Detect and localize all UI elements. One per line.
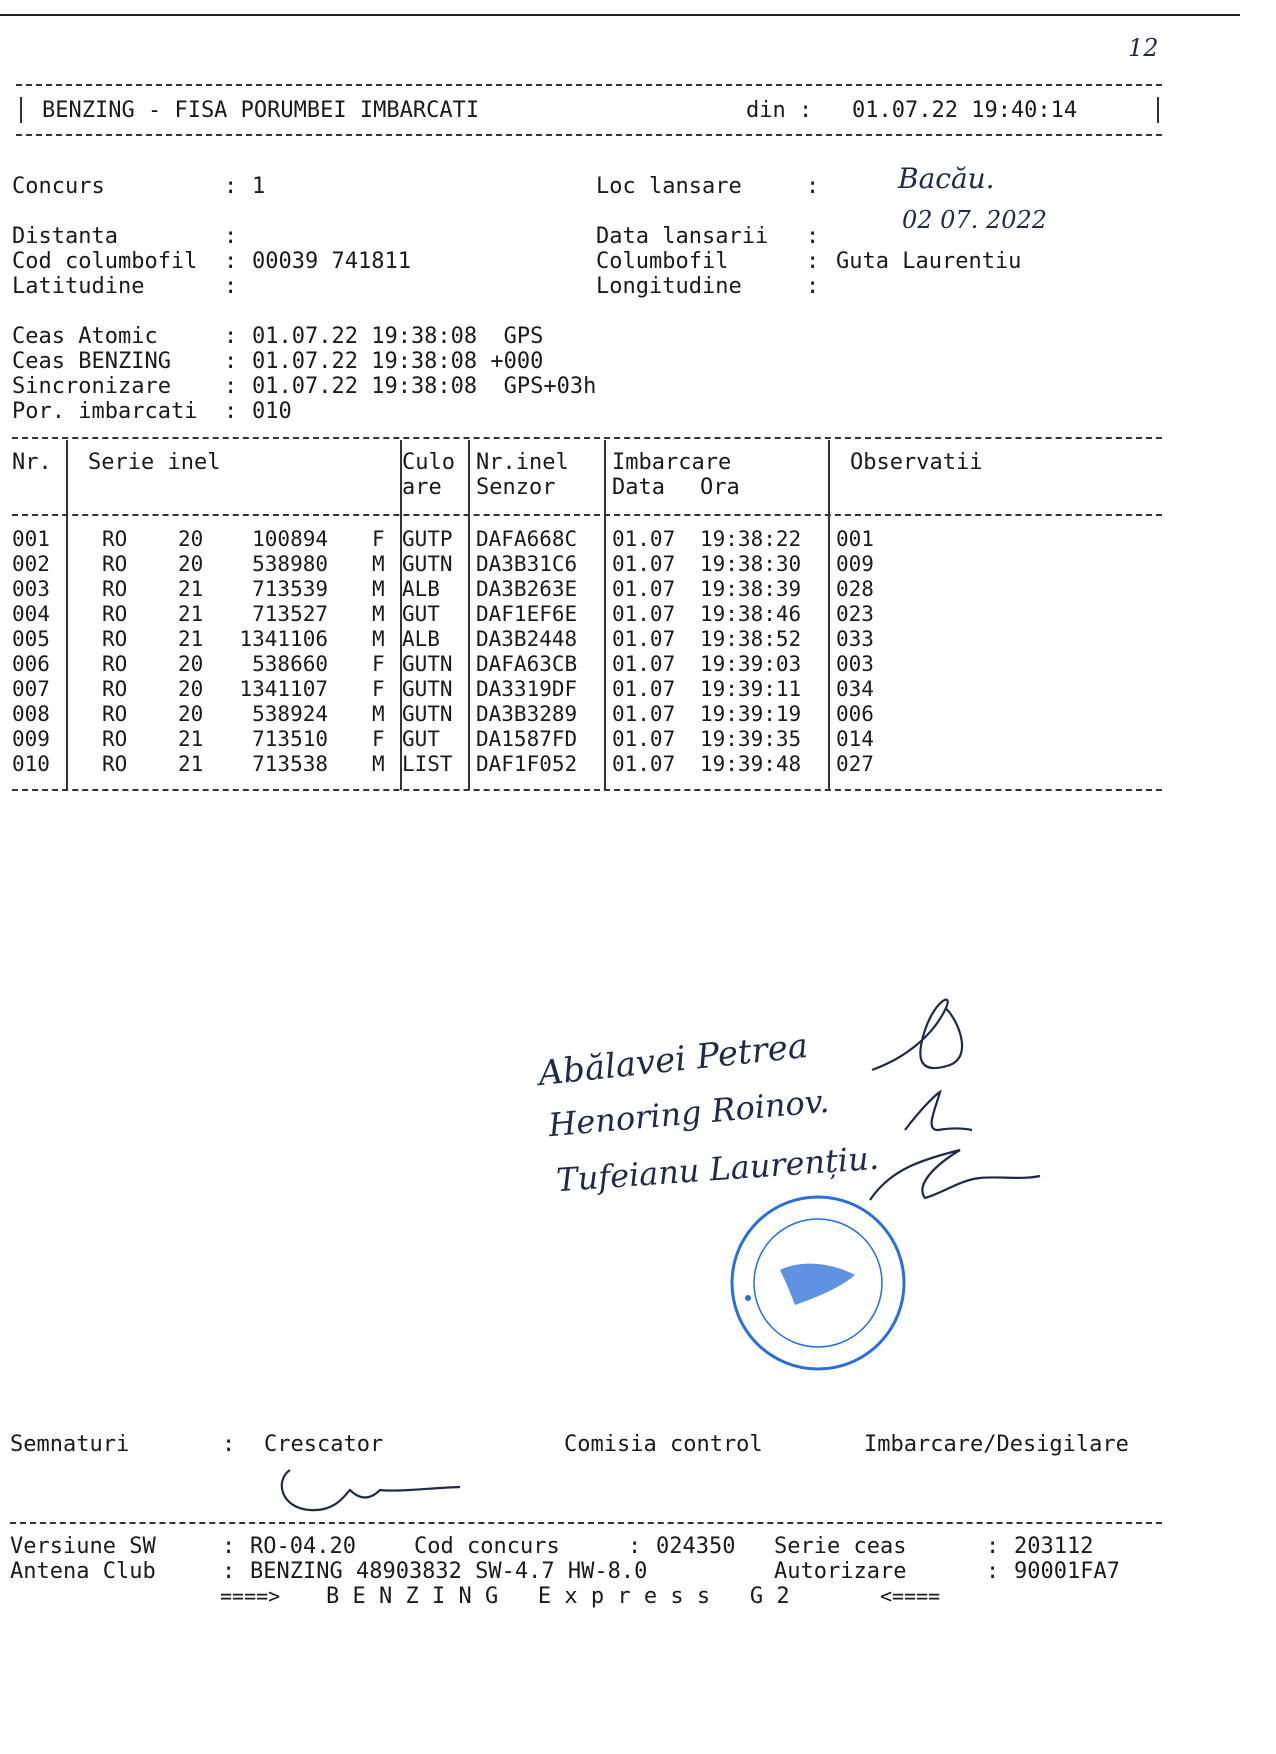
row-sex: F xyxy=(372,652,385,676)
row-sex: F xyxy=(372,677,385,701)
loc-lansare-value: Bacău. xyxy=(898,162,995,195)
colon: : xyxy=(222,1534,236,1559)
row-time: 19:39:03 xyxy=(700,652,802,676)
row-ring-number: 100894 xyxy=(252,527,328,551)
ceas-atomic-value: 01.07.22 19:38:08 GPS xyxy=(252,324,544,349)
signature-2 xyxy=(905,1092,972,1130)
row-sex: M xyxy=(372,627,385,651)
row-color: GUTN xyxy=(402,702,453,726)
row-year: 20 xyxy=(178,702,204,726)
row-ring-number: 713527 xyxy=(252,602,328,626)
col-header-senzor: Senzor xyxy=(476,475,556,500)
row-nr: 009 xyxy=(12,727,50,751)
row-date: 01.07 xyxy=(612,627,676,651)
row-color: ALB xyxy=(402,627,440,651)
footer-separator xyxy=(10,1522,1162,1524)
row-date: 01.07 xyxy=(612,752,676,776)
row-time: 19:39:35 xyxy=(700,727,802,751)
row-observatii: 023 xyxy=(836,602,874,626)
colon: : xyxy=(224,249,238,274)
row-ring-number: 713510 xyxy=(252,727,328,751)
col-header-nr: Nr. xyxy=(12,450,52,475)
row-sex: M xyxy=(372,577,385,601)
row-sex: M xyxy=(372,702,385,726)
row-time: 19:38:52 xyxy=(700,627,802,651)
row-observatii: 014 xyxy=(836,727,874,751)
row-ring-number: 713538 xyxy=(252,752,328,776)
colon: : xyxy=(986,1534,1000,1559)
row-country: RO xyxy=(102,752,128,776)
row-time: 19:38:22 xyxy=(700,527,802,551)
row-year: 21 xyxy=(178,752,204,776)
columbofil-value: Guta Laurentiu xyxy=(836,249,1022,274)
row-nr: 008 xyxy=(12,702,50,726)
row-year: 21 xyxy=(178,727,204,751)
signature-1 xyxy=(872,1000,962,1070)
row-color: GUT xyxy=(402,727,440,751)
row-color: GUTN xyxy=(402,652,453,676)
row-observatii: 003 xyxy=(836,652,874,676)
ceas-benzing-label: Ceas BENZING xyxy=(12,349,171,374)
row-color: GUTN xyxy=(402,552,453,576)
row-sex: M xyxy=(372,552,385,576)
cod-concurs-label: Cod concurs xyxy=(414,1534,560,1559)
concurs-value: 1 xyxy=(252,174,266,199)
header-datetime: 01.07.22 19:40:14 xyxy=(852,98,1078,123)
header-din-label: din : xyxy=(746,98,813,123)
row-observatii: 009 xyxy=(836,552,874,576)
col-header-imbarcare: Imbarcare xyxy=(612,450,732,475)
colon: : xyxy=(224,374,238,399)
crescator-signature xyxy=(282,1470,460,1510)
colon: : xyxy=(222,1559,236,1584)
row-time: 19:39:19 xyxy=(700,702,802,726)
row-color: ALB xyxy=(402,577,440,601)
row-color: GUTP xyxy=(402,527,453,551)
colon: : xyxy=(986,1559,1000,1584)
row-sensor: DAFA63CB xyxy=(476,652,578,676)
brand-arrow-left: ====> xyxy=(220,1584,281,1608)
row-country: RO xyxy=(102,602,128,626)
por-imbarcati-label: Por. imbarcati xyxy=(12,399,198,424)
col-header-culo: Culo xyxy=(402,450,455,475)
semnaturi-label: Semnaturi xyxy=(10,1432,130,1457)
row-sensor: DA3B2448 xyxy=(476,627,578,651)
row-year: 20 xyxy=(178,677,204,701)
colon: : xyxy=(806,274,820,299)
row-sex: M xyxy=(372,752,385,776)
data-lansarii-value: 02 07. 2022 xyxy=(902,206,1048,234)
row-date: 01.07 xyxy=(612,527,676,551)
col-header-observatii: Observatii xyxy=(850,450,983,475)
row-color: GUTN xyxy=(402,677,453,701)
row-time: 19:39:11 xyxy=(700,677,802,701)
brand-banner: B E N Z I N G E x p r e s s G 2 xyxy=(326,1584,790,1609)
row-time: 19:38:46 xyxy=(700,602,802,626)
row-date: 01.07 xyxy=(612,552,676,576)
row-ring-number: 1341107 xyxy=(239,677,328,701)
row-ring-number: 713539 xyxy=(252,577,328,601)
row-sensor: DA3B31C6 xyxy=(476,552,578,576)
row-year: 21 xyxy=(178,627,204,651)
cod-columbofil-value: 00039 741811 xyxy=(252,249,411,274)
row-sex: F xyxy=(372,727,385,751)
row-time: 19:38:39 xyxy=(700,577,802,601)
row-country: RO xyxy=(102,652,128,676)
row-nr: 004 xyxy=(12,602,50,626)
row-date: 01.07 xyxy=(612,702,676,726)
row-color: LIST xyxy=(402,752,453,776)
document-title: BENZING - FISA PORUMBEI IMBARCATI xyxy=(42,98,480,123)
row-nr: 005 xyxy=(12,627,50,651)
row-observatii: 028 xyxy=(836,577,874,601)
crescator-label: Crescator xyxy=(264,1432,384,1457)
page-number: 12 xyxy=(1128,34,1159,62)
col-header-are: are xyxy=(402,475,442,500)
row-nr: 003 xyxy=(12,577,50,601)
imbarcare-desigilare-label: Imbarcare/Desigilare xyxy=(864,1432,1129,1457)
row-country: RO xyxy=(102,627,128,651)
colon: : xyxy=(806,249,820,274)
sincronizare-label: Sincronizare xyxy=(12,374,171,399)
row-year: 20 xyxy=(178,652,204,676)
colon: : xyxy=(224,224,238,249)
association-stamp xyxy=(732,1197,904,1369)
serie-ceas-label: Serie ceas xyxy=(774,1534,907,1559)
col-header-nrinel: Nr.inel xyxy=(476,450,569,475)
comisia-control-label: Comisia control xyxy=(564,1432,763,1457)
row-country: RO xyxy=(102,577,128,601)
colon: : xyxy=(628,1534,642,1559)
serie-ceas-value: 203112 xyxy=(1014,1534,1094,1559)
row-ring-number: 1341106 xyxy=(239,627,328,651)
row-country: RO xyxy=(102,727,128,751)
row-sex: F xyxy=(372,527,385,551)
signature-3 xyxy=(870,1150,1040,1200)
colon: : xyxy=(224,399,238,424)
col-header-ora: Ora xyxy=(700,475,740,500)
autorizare-label: Autorizare xyxy=(774,1559,907,1584)
row-country: RO xyxy=(102,527,128,551)
col-header-data: Data xyxy=(612,475,665,500)
row-country: RO xyxy=(102,552,128,576)
row-country: RO xyxy=(102,677,128,701)
row-date: 01.07 xyxy=(612,727,676,751)
row-date: 01.07 xyxy=(612,602,676,626)
row-nr: 001 xyxy=(12,527,50,551)
colon: : xyxy=(224,274,238,299)
row-color: GUT xyxy=(402,602,440,626)
brand-arrow-right: <==== xyxy=(880,1584,941,1608)
row-year: 20 xyxy=(178,552,204,576)
row-year: 21 xyxy=(178,602,204,626)
handwritten-name-2: Henoring Roinov. xyxy=(546,1081,831,1145)
autorizare-value: 90001FA7 xyxy=(1014,1559,1120,1584)
colon: : xyxy=(222,1432,236,1457)
row-date: 01.07 xyxy=(612,652,676,676)
row-time: 19:39:48 xyxy=(700,752,802,776)
loc-lansare-label: Loc lansare xyxy=(596,174,742,199)
row-sensor: DAF1F052 xyxy=(476,752,578,776)
row-country: RO xyxy=(102,702,128,726)
cod-concurs-value: 024350 xyxy=(656,1534,736,1559)
distanta-label: Distanta xyxy=(12,224,118,249)
row-nr: 007 xyxy=(12,677,50,701)
row-sex: M xyxy=(372,602,385,626)
row-time: 19:38:30 xyxy=(700,552,802,576)
por-imbarcati-value: 010 xyxy=(252,399,292,424)
antena-club-value: BENZING 48903832 SW-4.7 HW-8.0 xyxy=(250,1559,648,1584)
row-sensor: DA3319DF xyxy=(476,677,578,701)
row-observatii: 034 xyxy=(836,677,874,701)
row-nr: 010 xyxy=(12,752,50,776)
row-observatii: 001 xyxy=(836,527,874,551)
row-ring-number: 538924 xyxy=(252,702,328,726)
row-date: 01.07 xyxy=(612,577,676,601)
cod-columbofil-label: Cod columbofil xyxy=(12,249,198,274)
row-ring-number: 538660 xyxy=(252,652,328,676)
colon: : xyxy=(224,349,238,374)
colon: : xyxy=(806,224,820,249)
row-sensor: DAF1EF6E xyxy=(476,602,578,626)
versiune-value: RO-04.20 xyxy=(250,1534,356,1559)
row-date: 01.07 xyxy=(612,677,676,701)
row-year: 20 xyxy=(178,527,204,551)
row-nr: 002 xyxy=(12,552,50,576)
ceas-atomic-label: Ceas Atomic xyxy=(12,324,158,349)
colon: : xyxy=(224,174,238,199)
sincronizare-value: 01.07.22 19:38:08 GPS+03h xyxy=(252,374,597,399)
latitudine-label: Latitudine xyxy=(12,274,145,299)
row-nr: 006 xyxy=(12,652,50,676)
row-sensor: DA1587FD xyxy=(476,727,578,751)
versiune-label: Versiune SW xyxy=(10,1534,156,1559)
colon: : xyxy=(224,324,238,349)
longitudine-label: Longitudine xyxy=(596,274,742,299)
concurs-label: Concurs xyxy=(12,174,105,199)
row-observatii: 033 xyxy=(836,627,874,651)
row-ring-number: 538980 xyxy=(252,552,328,576)
columbofil-label: Columbofil xyxy=(596,249,729,274)
row-sensor: DAFA668C xyxy=(476,527,578,551)
row-observatii: 006 xyxy=(836,702,874,726)
row-year: 21 xyxy=(178,577,204,601)
col-header-serie: Serie inel xyxy=(88,450,221,475)
row-sensor: DA3B3289 xyxy=(476,702,578,726)
antena-club-label: Antena Club xyxy=(10,1559,156,1584)
handwritten-name-3: Tufeianu Laurențiu. xyxy=(555,1138,881,1200)
handwritten-name-1: Abălavei Petrea xyxy=(536,1025,810,1095)
row-sensor: DA3B263E xyxy=(476,577,578,601)
ceas-benzing-value: 01.07.22 19:38:08 +000 xyxy=(252,349,544,374)
data-lansarii-label: Data lansarii xyxy=(596,224,769,249)
colon: : xyxy=(806,174,820,199)
row-observatii: 027 xyxy=(836,752,874,776)
